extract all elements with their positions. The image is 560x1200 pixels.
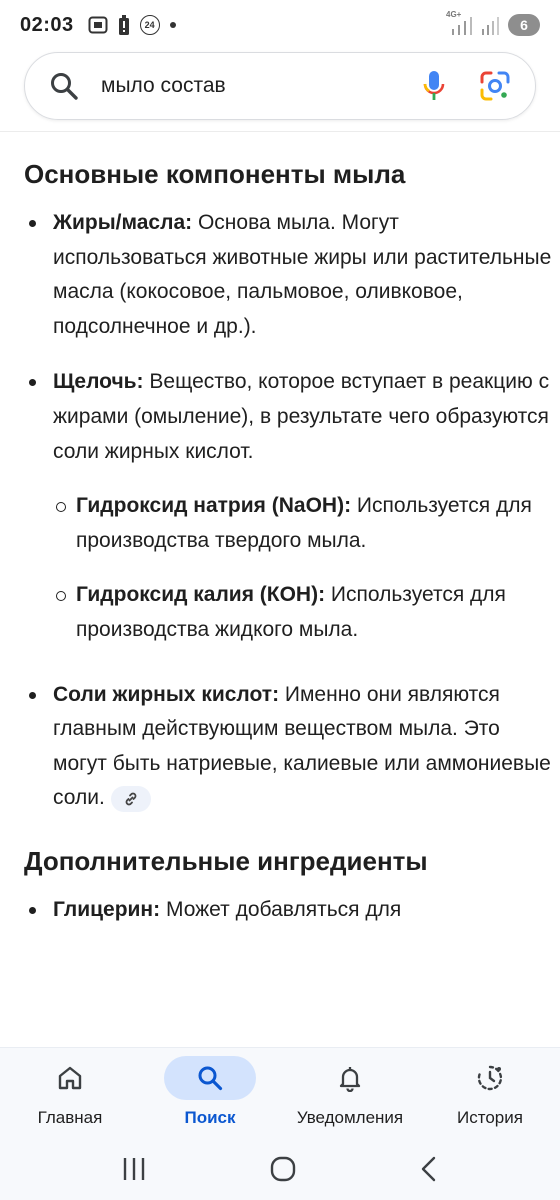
status-bar bbox=[0, 0, 560, 50]
item-text: Вещество, которое вступает в реакцию с жирами (омыление), в результате чего образуются соли жирных кислот. bbox=[53, 370, 550, 463]
item-text: Именно они являются главным действующим веществом мыла. Это могут быть натриевые, калиевые или аммониевые соли. bbox=[53, 682, 551, 810]
home-button[interactable] bbox=[269, 1155, 297, 1183]
network-label: 4G+ bbox=[446, 10, 462, 19]
status-icons-left bbox=[88, 15, 176, 35]
nav-label-search: Поиск bbox=[184, 1108, 236, 1127]
item-text: Может добавляться для bbox=[160, 897, 402, 921]
nav-icon-container bbox=[24, 1056, 116, 1100]
battery-indicator: 6 bbox=[508, 14, 540, 36]
list-item bbox=[24, 365, 554, 647]
more-notifications-dot-icon bbox=[170, 22, 176, 28]
link-icon bbox=[123, 791, 139, 807]
list-item bbox=[24, 678, 554, 816]
nav-item-history[interactable] bbox=[420, 1048, 560, 1137]
components-list bbox=[24, 206, 554, 816]
section-title-main-components: Основные компоненты мыла bbox=[24, 159, 406, 189]
mic-icon[interactable] bbox=[423, 70, 445, 102]
item-label: Жиры/масла: bbox=[53, 211, 193, 234]
nav-item-notifications[interactable] bbox=[280, 1048, 420, 1137]
sub-item-text: Используется для производства жидкого мыла. bbox=[76, 583, 506, 641]
bell-icon bbox=[336, 1064, 364, 1092]
additional-list bbox=[24, 893, 554, 928]
sub-item-label: Гидроксид калия (КОН): bbox=[76, 583, 326, 607]
nav-item-search[interactable] bbox=[140, 1048, 280, 1137]
nav-label-history: История bbox=[457, 1108, 523, 1127]
search-icon bbox=[196, 1064, 224, 1092]
sub-list-item bbox=[53, 578, 554, 647]
history-icon bbox=[475, 1063, 505, 1093]
list-item bbox=[24, 893, 554, 928]
home-icon bbox=[56, 1064, 84, 1092]
item-text: Основа мыла. Могут использоваться животные жиры или растительные масла (кокосовое, пальмовое, оливковое, подсолнечное и др.). bbox=[53, 211, 552, 338]
nav-label-notifications: Уведомления bbox=[296, 1108, 404, 1127]
system-navigation-bar bbox=[0, 1137, 560, 1200]
nav-label-home: Главная bbox=[37, 1108, 103, 1127]
nav-icon-container bbox=[444, 1056, 536, 1100]
list-item bbox=[24, 206, 554, 344]
search-icon[interactable] bbox=[49, 71, 79, 101]
section-title-additional-ingredients: Дополнительные ингредиенты bbox=[24, 845, 428, 876]
search-bar[interactable] bbox=[24, 52, 536, 120]
search-input[interactable]: мыло состав bbox=[101, 74, 226, 97]
item-label: Глицерин: bbox=[53, 897, 161, 921]
bottom-navigation bbox=[0, 1047, 560, 1137]
nav-icon-container bbox=[164, 1056, 256, 1100]
signal-icon bbox=[480, 15, 500, 35]
item-label: Щелочь: bbox=[53, 370, 144, 394]
nav-icon-container bbox=[304, 1056, 396, 1100]
sub-item-label: Гидроксид натрия (NaOH): bbox=[76, 494, 352, 518]
item-label: Соли жирных кислот: bbox=[53, 682, 280, 706]
alkali-sublist bbox=[53, 489, 554, 647]
lens-icon[interactable] bbox=[479, 70, 511, 102]
section-additional bbox=[24, 837, 554, 928]
signal-4g-icon bbox=[446, 10, 472, 35]
sub-list-item bbox=[53, 489, 554, 558]
status-time: 02:03 bbox=[20, 13, 74, 36]
nav-item-home[interactable] bbox=[0, 1048, 140, 1137]
recent-apps-button[interactable] bbox=[120, 1156, 148, 1182]
recent-apps-icon bbox=[120, 1156, 148, 1182]
back-button[interactable] bbox=[418, 1155, 440, 1183]
home-circle-icon bbox=[269, 1155, 297, 1183]
screenshot-icon bbox=[88, 16, 108, 34]
status-icons-right bbox=[446, 10, 540, 36]
header-divider bbox=[0, 131, 560, 132]
source-link-button[interactable] bbox=[111, 786, 151, 812]
battery-alert-icon bbox=[118, 15, 130, 35]
ai-overview-content bbox=[24, 150, 554, 949]
sub-item-text: Используется для производства твердого мыла. bbox=[76, 494, 532, 552]
notification-badge: 24 bbox=[140, 15, 160, 35]
back-chevron-icon bbox=[418, 1155, 440, 1183]
